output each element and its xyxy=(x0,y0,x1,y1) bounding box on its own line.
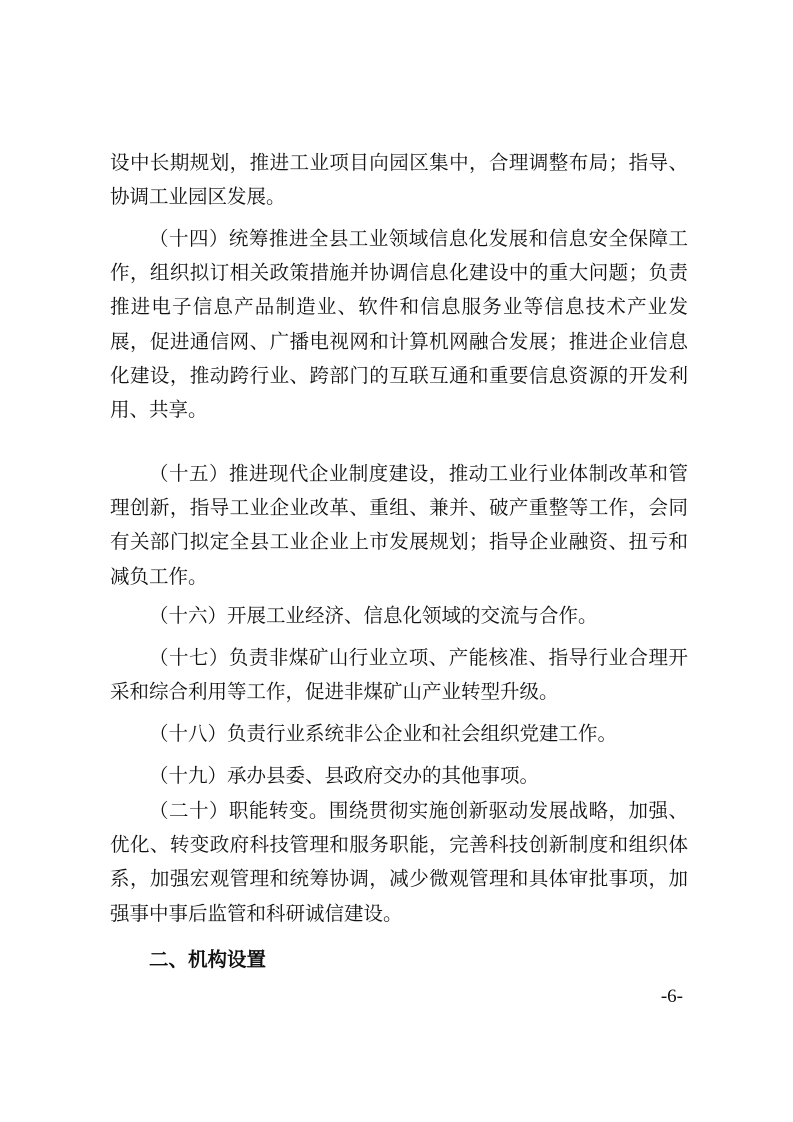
paragraph-item-15: （十五）推进现代企业制度建设，推动工业行业体制改革和管理创新，指导工业企业改革、重组、兼并、破产重整等工作，会同有关部门拟定全县工业企业上市发展规划；指导企业融资、扭亏和减负工作。 xyxy=(110,462,688,588)
paragraph-item-20: （二十）职能转变。围绕贯彻实施创新驱动发展战略，加强、优化、转变政府科技管理和服务职能，完善科技创新制度和组织体系，加强宏观管理和统筹协调，减少微观管理和具体审批事项，加强事中事后监管和科研诚信建设。 xyxy=(110,799,688,925)
paragraph-item-14: （十四）统筹推进全县工业领域信息化发展和信息安全保障工作，组织拟订相关政策措施并协调信息化建设中的重大问题；负责推进电子信息产品制造业、软件和信息服务业等信息技术产业发展，促进通信网、广播电视网和计算机网融合发展；推进企业信息化建设，推动跨行业、跨部门的互联互通和重要信息资源的开发利用、共享。 xyxy=(110,227,688,422)
section-heading: 二、机构设置 xyxy=(149,948,267,971)
paragraph-item-19: （十九）承办县委、县政府交办的其他事项。 xyxy=(149,764,540,787)
paragraph-item-18: （十八）负责行业系统非公企业和社会组织党建工作。 xyxy=(149,722,618,745)
paragraph-item-17: （十七）负责非煤矿山行业立项、产能核准、指导行业合理开采和综合利用等工作，促进非煤矿山产业转型升级。 xyxy=(110,646,688,704)
paragraph-item-16: （十六）开展工业经济、信息化领域的交流与合作。 xyxy=(149,604,598,627)
paragraph-continuation: 设中长期规划，推进工业项目向园区集中，合理调整布局；指导、协调工业园区发展。 xyxy=(110,151,688,209)
page-number: -6- xyxy=(660,986,683,1007)
